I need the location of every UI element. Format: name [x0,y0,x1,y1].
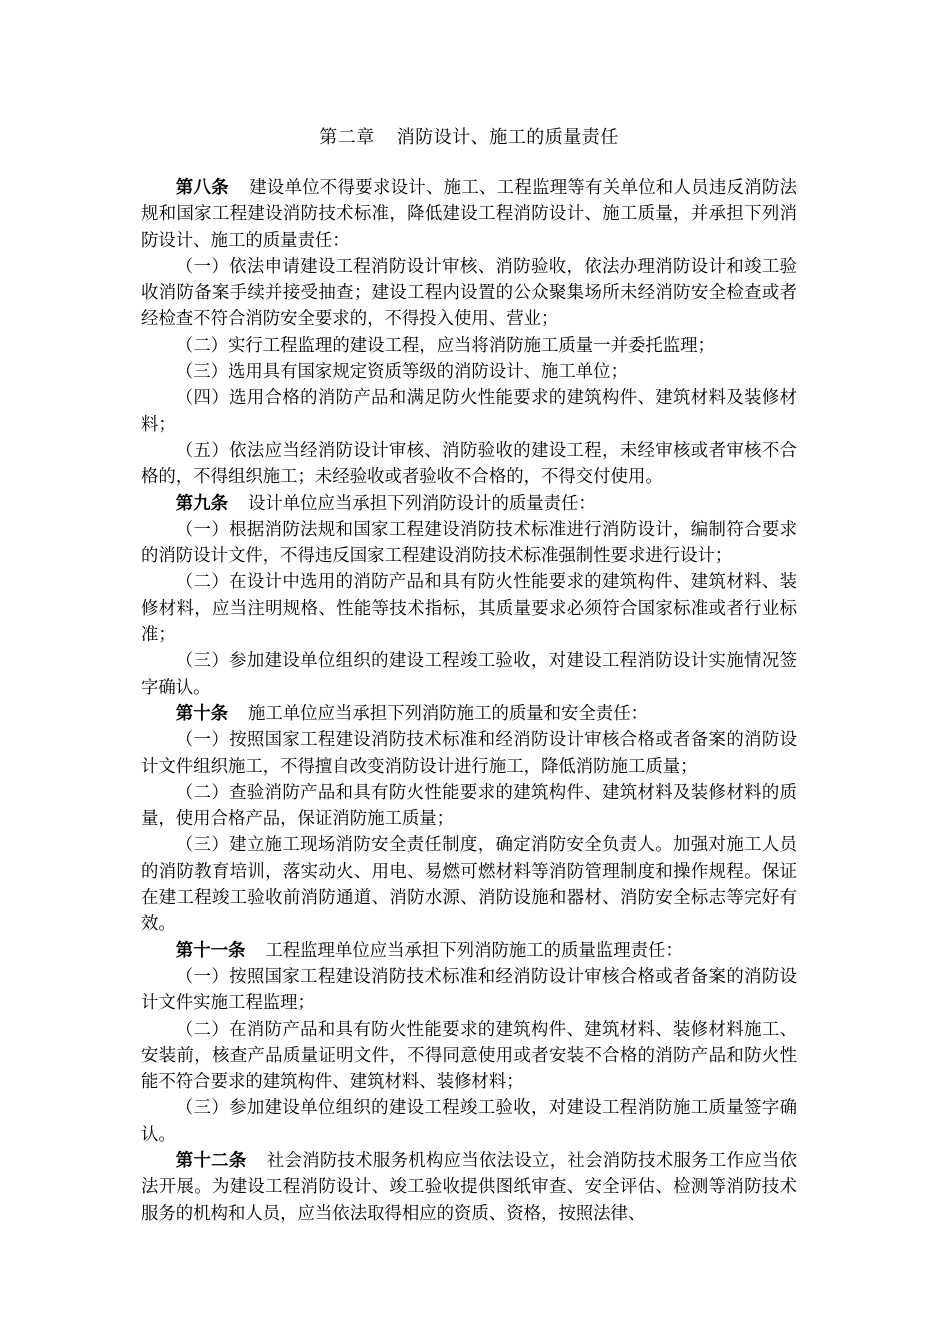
paragraph-text: 工程监理单位应当承担下列消防施工的质量监理责任： [265,940,683,961]
article-number: 第十二条 [175,1150,247,1171]
chapter-heading: 消防设计、施工的质量责任 [396,127,619,148]
article-number: 第八条 [175,178,229,198]
clause-paragraph: （三）参加建设单位组织的建设工程竣工验收，对建设工程消防施工质量签字确认。 [141,1098,797,1145]
paragraph-text: 施工单位应当承担下列消防施工的质量和安全责任： [247,703,648,724]
clause-paragraph: （二）在消防产品和具有防火性能要求的建筑构件、建筑材料、装修材料施工、安装前，核查产品质量证明文件，不得同意使用或者安装不合格的消防产品和防火性能不符合要求的建筑构件、建筑材料、装修材料； [141,1019,797,1093]
article-number: 第十一条 [175,940,246,961]
chapter-number: 第二章 [319,127,375,148]
clause-paragraph: （三）建立施工现场消防安全责任制度，确定消防安全负责人。加强对施工人员的消防教育培训，落实动火、用电、易燃可燃材料等消防管理制度和操作规程。保证在建工程竣工验收前消防通道、消防水源、消防设施和器材、消防安全标志等完好有效。 [141,835,797,935]
article-number: 第九条 [175,493,228,514]
document-page [141,124,797,1227]
chapter-title [141,124,797,151]
clause-paragraph: （五）依法应当经消防设计审核、消防验收的建设工程，未经审核或者审核不合格的，不得组织施工；未经验收或者验收不合格的，不得交付使用。 [141,440,797,488]
clause-paragraph: （二）查验消防产品和具有防火性能要求的建筑构件、建筑材料及装修材料的质量，使用合格产品，保证消防施工质量； [141,782,797,830]
article-paragraph [141,491,797,517]
article-paragraph [141,938,797,964]
article-number: 第十条 [175,703,228,724]
clause-paragraph: （一）依法申请建设工程消防设计审核、消防验收，依法办理消防设计和竣工验收消防备案手续并接受抽查；建设工程内设置的公众聚集场所未经消防安全检查或者经检查不符合消防安全要求的，不得投入使用、营业； [141,256,797,330]
paragraph-text: 设计单位应当承担下列消防设计的质量责任： [247,493,596,514]
clause-paragraph: （三）选用具有国家规定资质等级的消防设计、施工单位； [175,362,628,383]
clause-paragraph: （二）实行工程监理的建设工程，应当将消防施工质量一并委托监理； [175,335,715,356]
article-paragraph [141,1148,797,1227]
article-paragraph [141,701,797,727]
clause-paragraph: （一）按照国家工程建设消防技术标准和经消防设计审核合格或者备案的消防设计文件组织施工，不得擅自改变消防设计进行施工，降低消防施工质量； [141,730,797,777]
clause-paragraph: （一）根据消防法规和国家工程建设消防技术标准进行消防设计，编制符合要求的消防设计文件，不得违反国家工程建设消防技术标准强制性要求进行设计； [141,519,797,567]
clause-paragraph: （四）选用合格的消防产品和满足防火性能要求的建筑构件、建筑材料及装修材料； [141,388,797,435]
clause-paragraph: （一）按照国家工程建设消防技术标准和经消防设计审核合格或者备案的消防设计文件实施工程监理； [141,966,797,1014]
article-paragraph [141,175,797,254]
clause-paragraph: （三）参加建设单位组织的建设工程竣工验收，对建设工程消防设计实施情况签字确认。 [141,651,797,698]
paragraph-text: 社会消防技术服务机构应当依法设立，社会消防技术服务工作应当依法开展。为建设工程消防设计、竣工验收提供图纸审查、安全评估、检测等消防技术服务的机构和人员，应当依法取得相应的资质、资格，按照法律、 [141,1150,797,1224]
paragraph-text: 建设单位不得要求设计、施工、工程监理等有关单位和人员违反消防法规和国家工程建设消防技术标准，降低建设工程消防设计、施工质量，并承担下列消防设计、施工的质量责任： [141,178,797,251]
clause-paragraph: （二）在设计中选用的消防产品和具有防火性能要求的建筑构件、建筑材料、装修材料，应当注明规格、性能等技术指标，其质量要求必须符合国家标准或者行业标准； [141,572,797,646]
